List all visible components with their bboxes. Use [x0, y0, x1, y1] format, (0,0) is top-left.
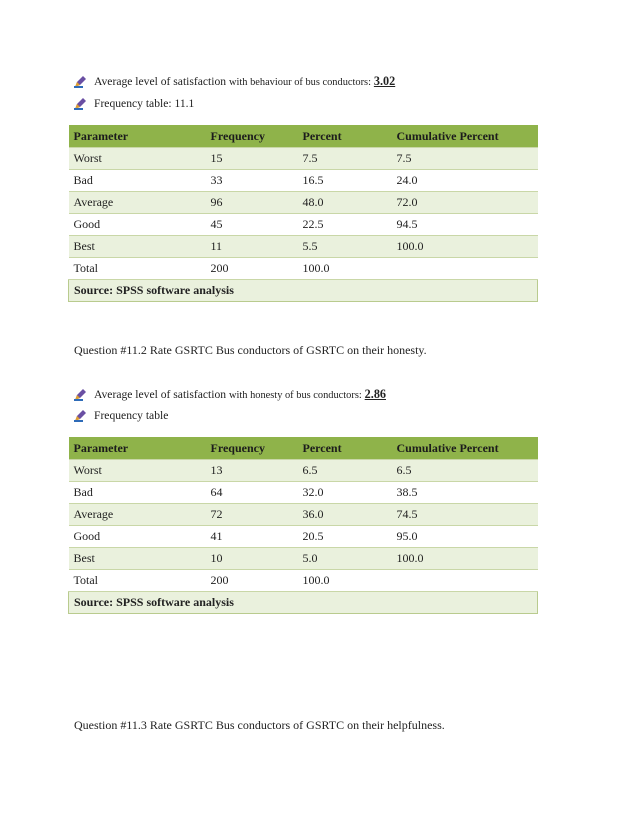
- table-cell: 100.0: [298, 570, 392, 592]
- table-cell: 11: [206, 236, 298, 258]
- table-cell: 45: [206, 214, 298, 236]
- column-header: Frequency: [206, 437, 298, 460]
- table-row: [69, 548, 538, 570]
- bullet-line: [74, 95, 194, 111]
- column-header: Parameter: [69, 437, 206, 460]
- table-cell: 7.5: [392, 148, 538, 170]
- table-cell: Worst: [69, 460, 206, 482]
- table-cell: Average: [69, 192, 206, 214]
- column-header: Parameter: [69, 125, 206, 148]
- table-cell: Bad: [69, 482, 206, 504]
- table-cell: 24.0: [392, 170, 538, 192]
- table-row: [69, 258, 538, 280]
- table-row: [69, 148, 538, 170]
- table-cell: 15: [206, 148, 298, 170]
- column-header: Percent: [298, 125, 392, 148]
- table-source-row: [69, 592, 538, 614]
- bullet-text: Frequency table: [94, 408, 169, 422]
- satisfaction-value: 2.86: [364, 386, 386, 401]
- table-cell: 94.5: [392, 214, 538, 236]
- table-cell: 72.0: [392, 192, 538, 214]
- table-cell: Worst: [69, 148, 206, 170]
- question-text: Question #11.3 Rate GSRTC Bus conductors of GSRTC on their helpfulness.: [74, 718, 445, 732]
- table-header-row: [69, 125, 538, 148]
- table-cell: 100.0: [298, 258, 392, 280]
- bullet-line: [74, 73, 395, 89]
- table-cell: Good: [69, 526, 206, 548]
- table-cell: 6.5: [298, 460, 392, 482]
- table-cell: 5.5: [298, 236, 392, 258]
- table-cell: 64: [206, 482, 298, 504]
- table-cell: 36.0: [298, 504, 392, 526]
- source-note: Source: SPSS software analysis: [69, 592, 538, 614]
- table-row: [69, 236, 538, 258]
- table-cell: Total: [69, 258, 206, 280]
- column-header: Frequency: [206, 125, 298, 148]
- bullet-text: Average level of satisfaction with honesty of bus conductors: 2.86: [94, 386, 386, 401]
- table-cell: 5.0: [298, 548, 392, 570]
- table-row: [69, 214, 538, 236]
- table-row: [69, 482, 538, 504]
- source-note: Source: SPSS software analysis: [69, 280, 538, 302]
- table-cell: Good: [69, 214, 206, 236]
- table-cell: 38.5: [392, 482, 538, 504]
- table-cell: 100.0: [392, 548, 538, 570]
- frequency-table: [68, 437, 538, 614]
- pencil-bullet-icon: [74, 74, 88, 88]
- table-cell: 100.0: [392, 236, 538, 258]
- table-cell: 33: [206, 170, 298, 192]
- table-cell: Best: [69, 548, 206, 570]
- satisfaction-value: 3.02: [373, 73, 396, 88]
- table-header-row: [69, 437, 538, 460]
- column-header: Cumulative Percent: [392, 437, 538, 460]
- table-cell: [392, 570, 538, 592]
- table-cell: 10: [206, 548, 298, 570]
- table-row: [69, 460, 538, 482]
- bullet-line: [74, 386, 386, 402]
- bullet-text: Average level of satisfaction with behaviour of bus conductors: 3.02: [94, 73, 396, 88]
- table-cell: Total: [69, 570, 206, 592]
- table-cell: 41: [206, 526, 298, 548]
- table-cell: 32.0: [298, 482, 392, 504]
- table-cell: 13: [206, 460, 298, 482]
- table-cell: 72: [206, 504, 298, 526]
- pencil-bullet-icon: [74, 387, 88, 401]
- table-row: [69, 170, 538, 192]
- question-text: Question #11.2 Rate GSRTC Bus conductors of GSRTC on their honesty.: [74, 343, 427, 357]
- table-row: [69, 192, 538, 214]
- table-cell: Bad: [69, 170, 206, 192]
- frequency-table: [68, 125, 538, 302]
- table-cell: Average: [69, 504, 206, 526]
- bullet-text: Frequency table: 11.1: [94, 96, 195, 110]
- pencil-bullet-icon: [74, 96, 88, 110]
- pencil-bullet-icon: [74, 408, 88, 422]
- table-cell: [392, 258, 538, 280]
- table-cell: 20.5: [298, 526, 392, 548]
- table-source-row: [69, 280, 538, 302]
- table-cell: 7.5: [298, 148, 392, 170]
- table-cell: 200: [206, 570, 298, 592]
- table-row: [69, 526, 538, 548]
- table-row: [69, 504, 538, 526]
- table-cell: 96: [206, 192, 298, 214]
- column-header: Cumulative Percent: [392, 125, 538, 148]
- table-cell: 95.0: [392, 526, 538, 548]
- table-row: [69, 570, 538, 592]
- table-cell: 16.5: [298, 170, 392, 192]
- table-cell: 74.5: [392, 504, 538, 526]
- table-cell: 200: [206, 258, 298, 280]
- table-cell: 6.5: [392, 460, 538, 482]
- table-cell: Best: [69, 236, 206, 258]
- table-cell: 48.0: [298, 192, 392, 214]
- table-cell: 22.5: [298, 214, 392, 236]
- column-header: Percent: [298, 437, 392, 460]
- bullet-line: [74, 407, 168, 423]
